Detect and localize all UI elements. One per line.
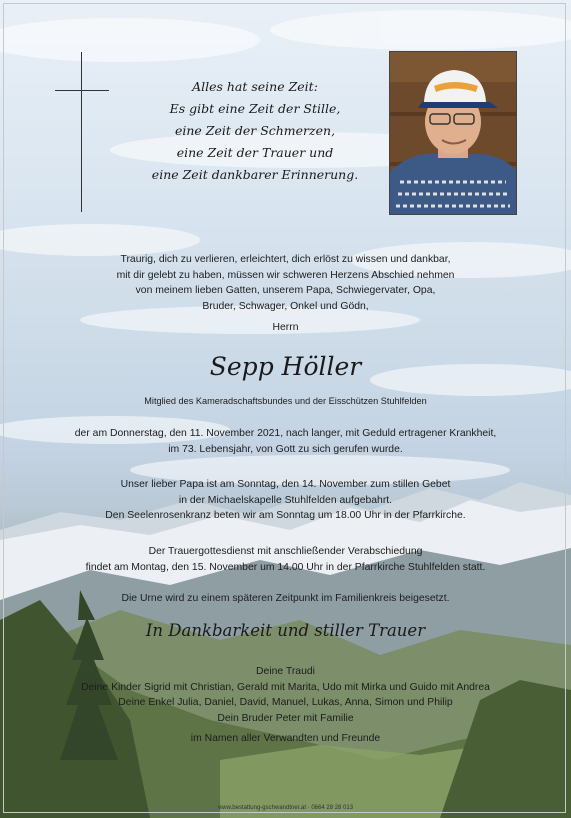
funeral-notice bbox=[20, 544, 551, 575]
wake-line: Den Seelenrosenkranz beten wir am Sonntag um 18.00 Uhr in der Pfarrkirche. bbox=[105, 510, 466, 522]
wake-line: Unser lieber Papa ist am Sonntag, den 14. November zum stillen Gebet bbox=[120, 479, 451, 490]
footer-contact: www.bestattung-gschwandtner.at · 0664 28 28 013 bbox=[217, 805, 354, 811]
urn-notice: Die Urne wird zu einem späteren Zeitpunkt im Familienkreis beigesetzt. bbox=[121, 593, 450, 604]
poem-line: Alles hat seine Zeit: bbox=[192, 79, 318, 94]
intro-line: mit dir gelebt zu haben, müssen wir schweren Herzens Abschied nehmen bbox=[116, 269, 455, 281]
poem-line: eine Zeit der Trauer und bbox=[176, 145, 334, 160]
thanks-heading: In Dankbarkeit und stiller Trauer bbox=[145, 621, 426, 640]
deceased-name: Sepp Höller bbox=[209, 352, 362, 381]
portrait-photo bbox=[389, 51, 517, 215]
funeral-line: Der Trauergottesdienst mit anschließender Verabschiedung bbox=[148, 546, 423, 557]
death-line: im 73. Lebensjahr, von Gott zu sich gerufen wurde. bbox=[168, 443, 403, 455]
family-line: Dein Bruder Peter mit Familie bbox=[217, 713, 354, 725]
funeral-line: findet am Montag, den 15. November um 14.00 Uhr in der Pfarrkirche Stuhlfelden statt. bbox=[85, 561, 486, 573]
intro-text bbox=[20, 252, 551, 315]
intro-line: Bruder, Schwager, Onkel und Gödn, bbox=[202, 301, 369, 313]
cross-horizontal-bar bbox=[55, 90, 109, 91]
poem-line: eine Zeit dankbarer Erinnerung. bbox=[151, 167, 359, 182]
poem-line: eine Zeit der Schmerzen, bbox=[174, 123, 336, 138]
cross-vertical-bar bbox=[81, 52, 82, 212]
intro-line: Traurig, dich zu verlieren, erleichtert, dich erlöst zu wissen und dankbar, bbox=[120, 254, 451, 265]
salutation: Herrn bbox=[272, 322, 299, 333]
family-line: Deine Enkel Julia, Daniel, David, Manuel, Lukas, Anna, Simon und Philip bbox=[118, 697, 453, 709]
family-list bbox=[20, 664, 551, 747]
family-line: im Namen aller Verwandten und Freunde bbox=[190, 732, 381, 744]
intro-line: von meinem lieben Gatten, unserem Papa, Schwiegervater, Opa, bbox=[135, 285, 436, 297]
family-line: Deine Kinder Sigrid mit Christian, Gerald mit Marita, Udo mit Mirka und Guido mit Andrea bbox=[81, 681, 490, 693]
membership-line: Mitglied des Kameradschaftsbundes und der Eisschützen Stuhlfelden bbox=[144, 396, 427, 406]
family-line: Deine Traudi bbox=[256, 666, 315, 677]
wake-notice bbox=[20, 477, 551, 524]
poem bbox=[140, 76, 370, 186]
death-notice bbox=[20, 426, 551, 457]
death-line: der am Donnerstag, den 11. November 2021, nach langer, mit Geduld ertragener Krankheit, bbox=[74, 428, 497, 439]
poem-line: Es gibt eine Zeit der Stille, bbox=[169, 101, 341, 116]
wake-line: in der Michaelskapelle Stuhlfelden aufgebahrt. bbox=[178, 494, 393, 506]
